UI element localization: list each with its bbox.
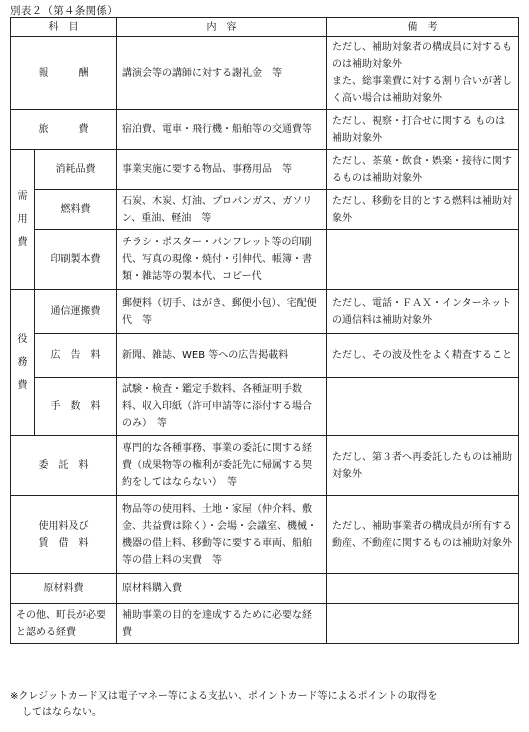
group-char: 用	[17, 214, 28, 225]
category-cell: 通信運搬費	[35, 290, 117, 334]
remarks-cell: ただし、補助事業者の構成員が所有する動産、不動産に関するものは補助対象外	[327, 496, 519, 574]
remarks-cell	[327, 230, 519, 290]
category-cell: 委 託 料	[11, 436, 117, 496]
group-label-ekimuhi	[11, 290, 35, 436]
content-cell: 宿泊費、電車・飛行機・船舶等の交通費等	[117, 110, 327, 150]
content-cell: チラシ・ポスター・パンフレット等の印刷代、写真の現像・焼付・引伸代、帳簿・書類・雑誌等の製本代、コピー代	[117, 230, 327, 290]
remarks-cell: ただし、補助対象者の構成員に対するものは補助対象外 また、総事業費に対する割り合いが著しく高い場合は補助対象外	[327, 37, 519, 110]
table-row	[11, 110, 519, 150]
footnote-line: ※クレジットカード又は電子マネー等による支払い、ポイントカード等によるポイントの取得を	[10, 691, 438, 702]
remarks-cell: ただし、第３者へ再委託したものは補助対象外	[327, 436, 519, 496]
category-cell: 燃料費	[35, 190, 117, 230]
category-cell: 消耗品費	[35, 150, 117, 190]
content-cell: 講演会等の講師に対する謝礼金 等	[117, 37, 327, 110]
content-cell: 専門的な各種事務、事業の委託に関する経費（成果物等の権利が委託先に帰属する契約をしてはならない） 等	[117, 436, 327, 496]
group-char: 役	[17, 334, 28, 345]
content-cell: 原材料購入費	[117, 574, 327, 604]
category-cell: 旅 費	[11, 110, 117, 150]
footnote	[10, 689, 520, 721]
expense-table	[10, 17, 519, 644]
remarks-cell: ただし、その波及性をよく精査すること	[327, 334, 519, 378]
content-cell: 補助事業の目的を達成するために必要な経費	[117, 604, 327, 644]
table-row	[11, 230, 519, 290]
content-cell: 石炭、木炭、灯油、プロパンガス、ガソリン、重油、軽油 等	[117, 190, 327, 230]
table-row	[11, 496, 519, 574]
content-cell: 物品等の使用料、土地・家屋（仲介料、敷金、共益費は除く）・会場・会議室、機械・機器の借上料、移動等に要する車両、船舶等の借上料の実費 等	[117, 496, 327, 574]
category-cell: 印刷製本費	[35, 230, 117, 290]
remarks-cell: ただし、視察・打合せに関する ものは補助対象外	[327, 110, 519, 150]
category-cell: 使用料及び 賃 借 料	[11, 496, 117, 574]
content-cell: 新聞、雑誌、WEB 等への広告掲載料	[117, 334, 327, 378]
content-cell: 郵便料（切手、はがき、郵便小包）、宅配便代 等	[117, 290, 327, 334]
table-row	[11, 378, 519, 436]
remarks-cell: ただし、移動を目的とする燃料は補助対象外	[327, 190, 519, 230]
remarks-cell	[327, 604, 519, 644]
group-char: 需	[17, 191, 28, 202]
table-row	[11, 150, 519, 190]
remarks-cell	[327, 378, 519, 436]
footnote-line: してはならない。	[22, 707, 102, 718]
remarks-cell: ただし、茶菓・飲食・娯楽・接待に関するものは補助対象外	[327, 150, 519, 190]
category-cell: 広 告 料	[35, 334, 117, 378]
table-row	[11, 604, 519, 644]
table-caption: 別表２（第４条関係）	[10, 5, 118, 17]
header-remarks: 備 考	[327, 18, 519, 37]
category-cell: 原材料費	[11, 574, 117, 604]
table-row	[11, 37, 519, 110]
header-category: 科 目	[11, 18, 117, 37]
table-row	[11, 190, 519, 230]
table-row	[11, 290, 519, 334]
category-cell: 報 酬	[11, 37, 117, 110]
category-cell: その他、町長が必要と認める経費	[11, 604, 117, 644]
group-char: 費	[17, 237, 28, 248]
table-row	[11, 574, 519, 604]
group-label-juyohi	[11, 150, 35, 290]
table-row	[11, 436, 519, 496]
group-char: 費	[17, 380, 28, 391]
remarks-cell: ただし、電話・ＦＡＸ・インターネットの通信料は補助対象外	[327, 290, 519, 334]
content-cell: 試験・検査・鑑定手数料、各種証明手数料、収入印紙（許可申請等に添付する場合のみ） 等	[117, 378, 327, 436]
header-content: 内 容	[117, 18, 327, 37]
category-cell: 手 数 料	[35, 378, 117, 436]
header-row	[11, 18, 519, 37]
table-row	[11, 334, 519, 378]
content-cell: 事業実施に要する物品、事務用品 等	[117, 150, 327, 190]
remarks-cell	[327, 574, 519, 604]
group-char: 務	[17, 357, 28, 368]
